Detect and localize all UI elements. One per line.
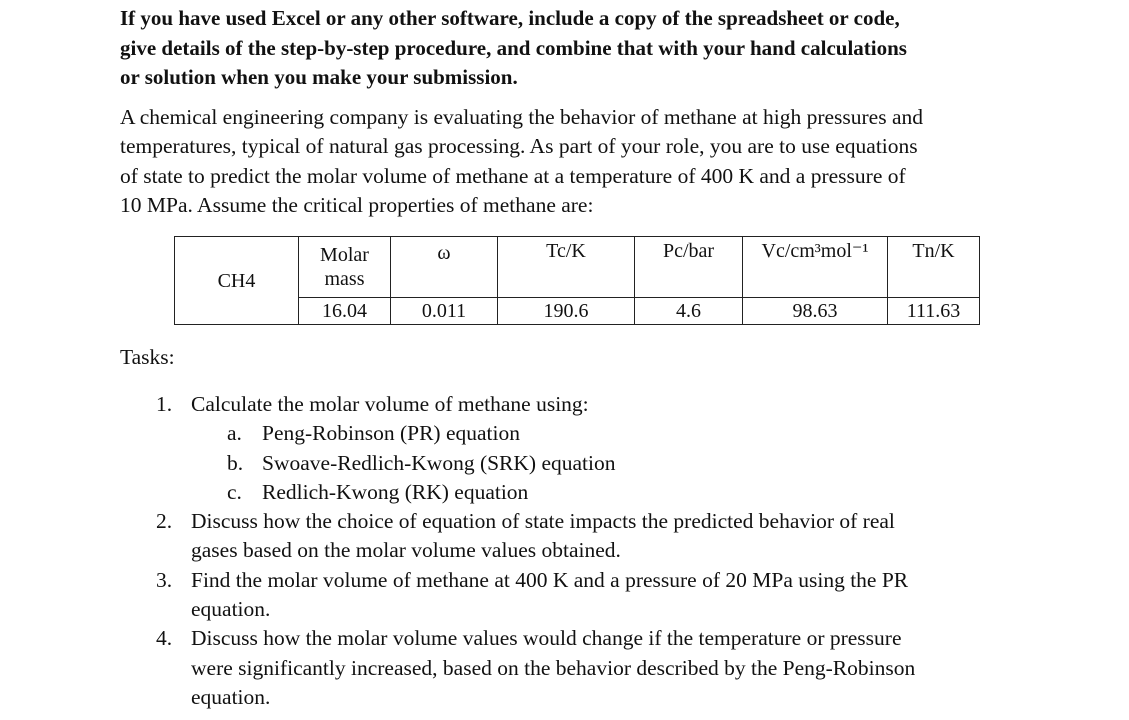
header-molar-mass: Molar mass (299, 237, 391, 298)
header-tc: Tc/K (498, 237, 635, 298)
value-omega: 0.011 (391, 298, 498, 325)
task-item (150, 390, 1020, 419)
critical-properties-table (174, 236, 980, 325)
task-text: gases based on the molar volume values obtained. (191, 538, 621, 563)
instruction-line: give details of the step-by-step procedure, and combine that with your hand calculations (120, 35, 907, 60)
subtask-letter: b. (227, 450, 244, 475)
task-number: 2. (156, 509, 173, 534)
task-text: Calculate the molar volume of methane using: (191, 392, 589, 416)
intro-line: A chemical engineering company is evaluating the behavior of methane at high pressures and (120, 105, 923, 129)
tasks-list (150, 390, 1020, 712)
task-number: 3. (156, 567, 173, 592)
problem-statement (120, 103, 1020, 220)
species-label: CH4 (217, 269, 256, 292)
value-tn: 111.63 (888, 298, 980, 325)
instruction-line: If you have used Excel or any other software, include a copy of the spreadsheet or code, (120, 6, 900, 30)
subtask-text: Peng-Robinson (PR) equation (262, 421, 520, 446)
task-item (150, 507, 1020, 566)
value-tc: 190.6 (498, 298, 635, 325)
subtask-letter: a. (227, 421, 242, 446)
value-vc: 98.63 (743, 298, 888, 325)
task-text: equation. (191, 684, 271, 709)
task-text: Discuss how the choice of equation of state impacts the predicted behavior of real (191, 509, 895, 534)
task-number: 4. (156, 626, 173, 651)
subtask-item (150, 449, 1020, 478)
task-text: Find the molar volume of methane at 400 K and a pressure of 20 MPa using the PR (191, 567, 909, 592)
value-molar-mass: 16.04 (299, 298, 391, 325)
header-tn: Tn/K (888, 237, 980, 298)
subtask-text: Swoave-Redlich-Kwong (SRK) equation (262, 450, 616, 475)
instruction-line: or solution when you make your submission. (120, 65, 518, 89)
value-pc: 4.6 (635, 298, 743, 325)
task-item (150, 566, 1020, 625)
task-number: 1. (156, 392, 173, 416)
intro-line: temperatures, typical of natural gas processing. As part of your role, you are to use equations (120, 134, 918, 159)
intro-line: 10 MPa. Assume the critical properties of methane are: (120, 192, 594, 217)
subtask-text: Redlich-Kwong (RK) equation (262, 479, 529, 504)
submission-instruction (120, 4, 1020, 93)
tasks-heading: Tasks: (120, 345, 175, 369)
header-omega: ω (391, 237, 498, 298)
task-item (150, 624, 1020, 712)
header-pc: Pc/bar (635, 237, 743, 298)
subtask-item (150, 478, 1020, 507)
species-cell (175, 237, 299, 325)
subtask-item (150, 419, 1020, 448)
intro-line: of state to predict the molar volume of methane at a temperature of 400 K and a pressure of (120, 163, 906, 188)
header-vc: Vc/cm³mol⁻¹ (743, 237, 888, 298)
subtask-letter: c. (227, 479, 242, 504)
task-text: Discuss how the molar volume values would change if the temperature or pressure (191, 626, 902, 651)
task-text: were significantly increased, based on the behavior described by the Peng-Robinson (191, 655, 916, 680)
task-text: equation. (191, 597, 271, 622)
